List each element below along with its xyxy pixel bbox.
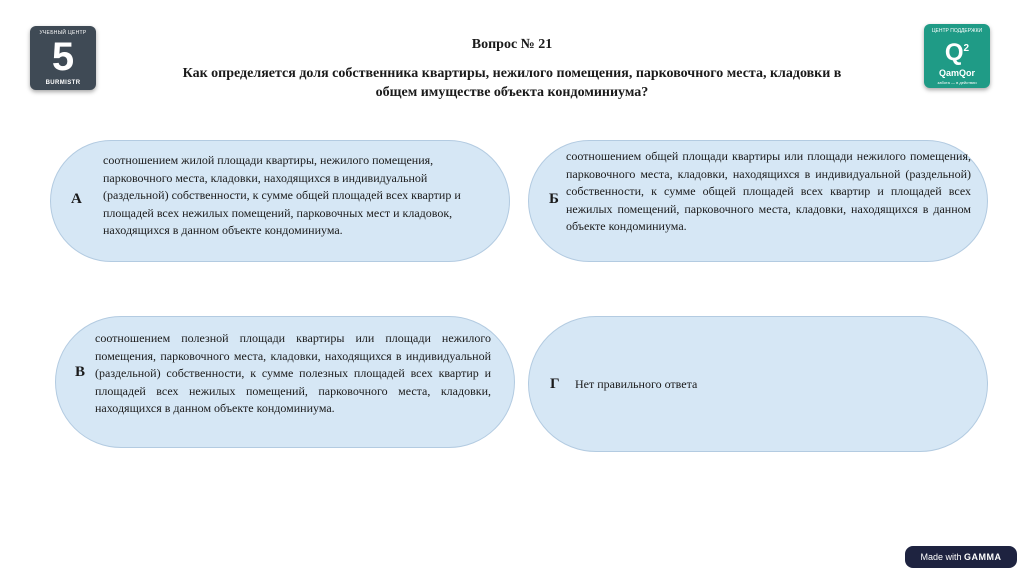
logo-brand: QamQor [938, 68, 975, 78]
option-text: соотношением полезной площади квартиры или площади нежилого помещения, парковочного места, кладовки, находящихся в индивидуальной (раздельной) собственности, к сумме полезных площадей всех квартир и площадей всех нежилых помещений, парковочного места, кладовки, находящихся в данном объекте кондоминиума. [95, 331, 491, 415]
qamqor-logo [924, 24, 990, 88]
logo-brand: BURMISTR [45, 80, 81, 86]
option-text: соотношением общей площади квартиры или площади нежилого помещения, парковочного места, кладовки, находящихся в индивидуальной (раздельной) собственности, к сумме общей площадей всех квартир и площадей всех нежилых помещений, парковочного места, кладовки, находящихся в данном объекте кондоминиума. [566, 149, 971, 233]
option-letter: В [75, 364, 86, 380]
answer-option-a[interactable] [50, 140, 510, 262]
question-text: Как определяется доля собственника квартиры, нежилого помещения, парковочного места, кладовки в общем имуществе объекта кондоминиума? [182, 66, 842, 100]
logo-number: 5 [51, 35, 75, 79]
logo-mark: $Q^2$ [944, 39, 970, 66]
question-number: Вопрос № 21 [471, 37, 553, 52]
logo-caption: УЧЕБНЫЙ ЦЕНТР [39, 30, 87, 36]
option-text: Нет правильного ответа [575, 377, 698, 391]
option-text: соотношением жилой площади квартиры, нежилого помещения, парковочного места, кладовки, находящихся в индивидуальной (раздельной) собственности, к сумме общей площадей всех квартир и площадей всех нежилых помещений, парковочных мест и кладовок, находящихся в данном объекте кондоминиума. [103, 153, 461, 237]
logo-caption: ЦЕНТР ПОДДЕРЖКИ [931, 28, 983, 34]
option-letter: Г [550, 376, 560, 392]
logo-tagline: забота — в действии [937, 80, 977, 85]
option-letter: Б [549, 191, 559, 207]
answer-option-b[interactable] [528, 140, 988, 262]
made-with-label: Made with [920, 552, 962, 562]
burmistr-logo [30, 26, 96, 90]
made-with-gamma-badge[interactable] [905, 546, 1017, 568]
option-letter: А [71, 191, 82, 207]
gamma-brand: GAMMA [964, 552, 1002, 562]
answer-option-v[interactable] [55, 316, 515, 448]
answer-option-g[interactable] [528, 316, 988, 452]
